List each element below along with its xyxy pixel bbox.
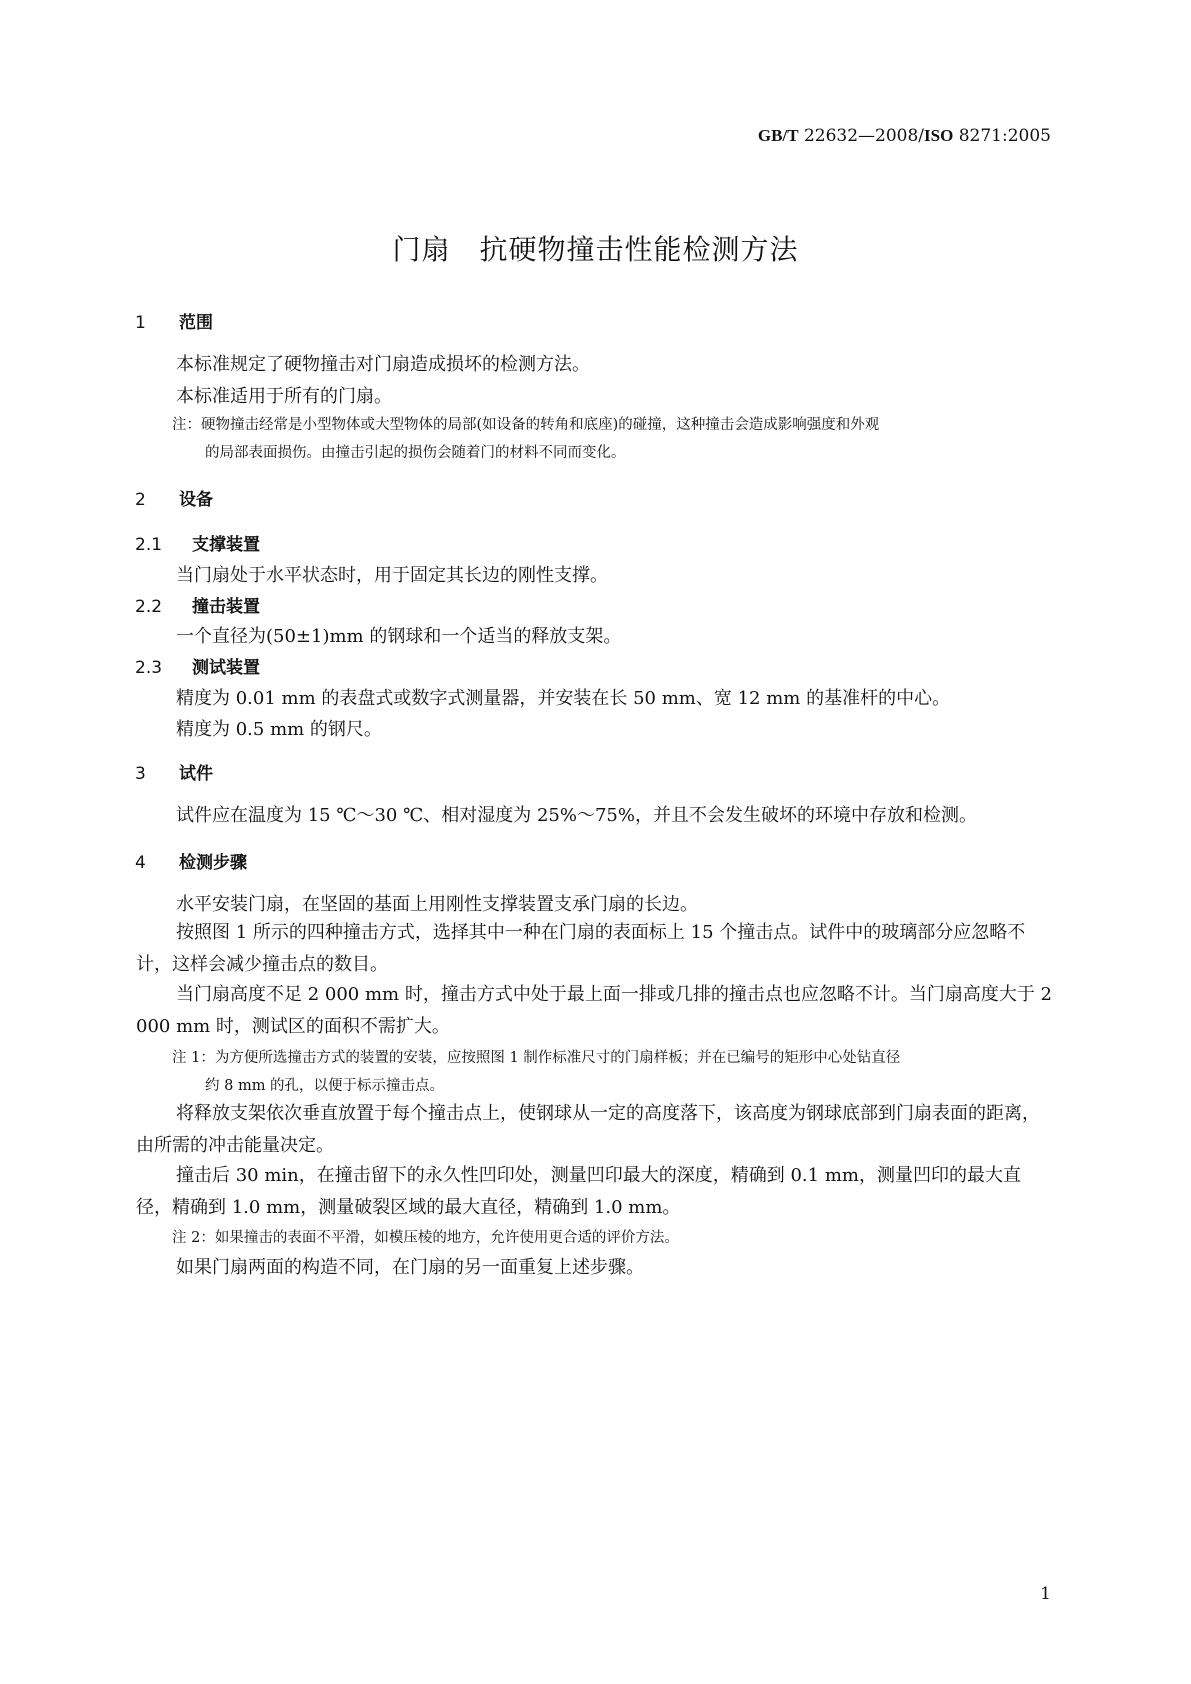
- section-1-paragraph-2: 本标准适用于所有的门扇。: [176, 386, 392, 407]
- section-4-note-1-line-2: 约 8 mm 的孔，以便于标示撞击点。: [205, 1078, 445, 1094]
- section-2-3-paragraph-2: 精度为 0.5 mm 的钢尺。: [176, 719, 382, 740]
- section-3-paragraph: 试件应在温度为 15 ℃～30 ℃、相对湿度为 25%～75%，并且不会发生破坏的环境中存放和检测。: [176, 805, 977, 826]
- section-2-3-heading: 2.3 测试装置: [135, 658, 260, 678]
- section-2-2-paragraph: 一个直径为(50±1)mm 的钢球和一个适当的释放支架。: [176, 626, 622, 647]
- section-4-note-2: 注 2：如果撞击的表面不平滑，如模压棱的地方，允许使用更合适的评价方法。: [172, 1230, 679, 1246]
- section-4-note-1-line-1: 注 1：为方便所选撞击方式的装置的安装，应按照图 1 制作标准尺寸的门扇样板；并在已编号的矩形中心处钻直径: [172, 1050, 901, 1066]
- section-4-paragraph-4: 将释放支架依次垂直放置于每个撞击点上，使钢球从一定的高度落下，该高度为钢球底部到门扇表面的距离，由所需的冲击能量决定。: [136, 1103, 1040, 1156]
- section-2-3-paragraph-1: 精度为 0.01 mm 的表盘式或数字式测量器，并安装在长 50 mm、宽 12 mm 的基准杆的中心。: [176, 688, 951, 709]
- section-2-2-heading: 2.2 撞击装置: [135, 597, 260, 617]
- standard-code-header: GB/T 22632—2008/ISO 8271:2005: [757, 126, 1051, 146]
- section-4-paragraph-3: 当门扇高度不足 2 000 mm 时，撞击方式中处于最上面一排或几排的撞击点也应忽略不计。当门扇高度大于 2 000 mm 时，测试区的面积不需扩大。: [136, 984, 1053, 1037]
- document-title: 门扇 抗硬物撞击性能检测方法: [392, 233, 799, 266]
- section-1-heading: 1 范围: [135, 313, 213, 333]
- section-4-heading: 4 检测步骤: [135, 853, 247, 873]
- section-3-heading: 3 试件: [135, 764, 213, 784]
- section-2-1-heading: 2.1 支撑装置: [135, 535, 260, 555]
- section-1-note-line-2: 的局部表面损伤。由撞击引起的损伤会随着门的材料不同而变化。: [205, 445, 626, 461]
- section-1-note-line-1: 注：硬物撞击经常是小型物体或大型物体的局部(如设备的转角和底座)的碰撞，这种撞击会造成影响强度和外观: [172, 417, 880, 433]
- section-4-paragraph-1: 水平安装门扇，在坚固的基面上用刚性支撑装置支承门扇的长边。: [176, 894, 698, 915]
- page-number: 1: [1040, 1584, 1051, 1604]
- section-2-1-paragraph: 当门扇处于水平状态时，用于固定其长边的刚性支撑。: [176, 565, 608, 586]
- section-4-paragraph-6: 如果门扇两面的构造不同，在门扇的另一面重复上述步骤。: [176, 1257, 644, 1278]
- section-4-paragraph-2: 按照图 1 所示的四种撞击方式，选择其中一种在门扇的表面标上 15 个撞击点。试件中的玻璃部分应忽略不计，这样会减少撞击点的数目。: [136, 922, 1026, 975]
- section-2-heading: 2 设备: [135, 490, 213, 510]
- section-1-paragraph-1: 本标准规定了硬物撞击对门扇造成损坏的检测方法。: [176, 354, 590, 375]
- section-4-paragraph-5: 撞击后 30 min，在撞击留下的永久性凹印处，测量凹印最大的深度，精确到 0.1 mm，测量凹印的最大直径，精确到 1.0 mm，测量破裂区域的最大直径，精确到 1.0 mm。: [136, 1165, 1021, 1218]
